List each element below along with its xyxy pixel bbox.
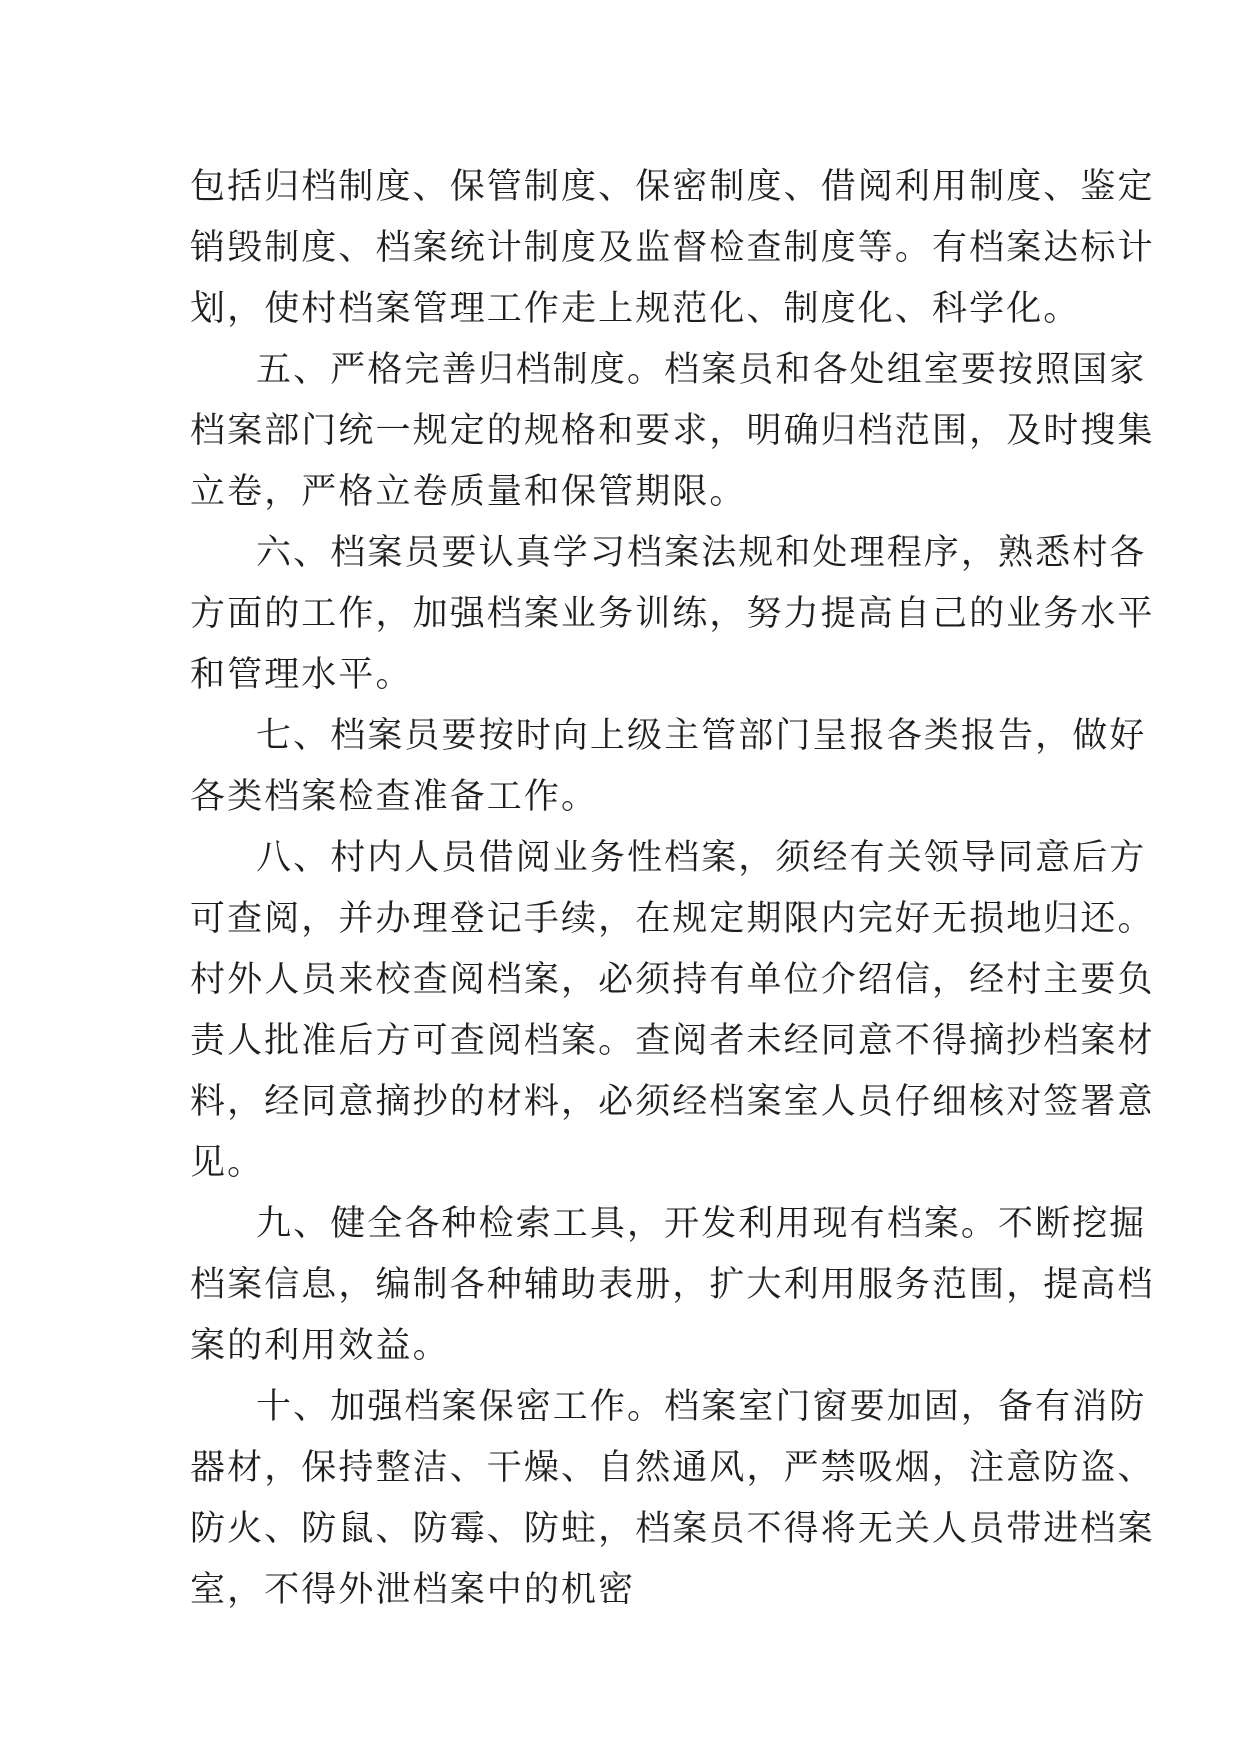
paragraph-2 (190, 340, 1155, 523)
text-line: 销毁制度、档案统计制度及监督检查制度等。有档案达标计 (190, 228, 1155, 268)
text-line: 防火、防鼠、防霉、防蛀，档案员不得将无关人员带进档案 (190, 1509, 1155, 1549)
text-line: 料，经同意摘抄的材料，必须经档案室人员仔细核对签署意 (190, 1082, 1155, 1122)
text-line: 器材，保持整洁、干燥、自然通风，严禁吸烟，注意防盗、 (190, 1448, 1155, 1488)
paragraph-5 (190, 828, 1155, 1194)
text-line: 八、村内人员借阅业务性档案，须经有关领导同意后方 (256, 838, 1147, 878)
text-line: 档案部门统一规定的规格和要求，明确归档范围，及时搜集 (190, 411, 1155, 451)
text-line: 室，不得外泄档案中的机密 (190, 1570, 636, 1610)
text-line: 包括归档制度、保管制度、保密制度、借阅利用制度、鉴定 (190, 167, 1155, 207)
text-line: 责人批准后方可查阅档案。查阅者未经同意不得摘抄档案材 (190, 1021, 1155, 1061)
text-line: 五、严格完善归档制度。档案员和各处组室要按照国家 (256, 350, 1147, 390)
paragraph-7 (190, 1377, 1155, 1621)
paragraph-1 (190, 157, 1155, 340)
text-line: 案的利用效益。 (190, 1326, 450, 1366)
paragraph-6 (190, 1194, 1155, 1377)
text-line: 七、档案员要按时向上级主管部门呈报各类报告，做好 (256, 716, 1147, 756)
text-line: 九、健全各种检索工具，开发利用现有档案。不断挖掘 (256, 1204, 1147, 1244)
text-line: 各类档案检查准备工作。 (190, 777, 599, 817)
text-line: 村外人员来校查阅档案，必须持有单位介绍信，经村主要负 (190, 960, 1155, 1000)
paragraph-3 (190, 523, 1155, 706)
text-line: 见。 (190, 1143, 265, 1183)
text-line: 和管理水平。 (190, 655, 413, 695)
paragraph-4 (190, 706, 1147, 828)
text-line: 可查阅，并办理登记手续，在规定期限内完好无损地归还。 (190, 899, 1155, 939)
text-line: 划，使村档案管理工作走上规范化、制度化、科学化。 (190, 289, 1081, 329)
text-line: 立卷，严格立卷质量和保管期限。 (190, 472, 747, 512)
text-line: 方面的工作，加强档案业务训练，努力提高自己的业务水平 (190, 594, 1155, 634)
text-line: 六、档案员要认真学习档案法规和处理程序，熟悉村各 (256, 533, 1147, 573)
text-line: 十、加强档案保密工作。档案室门窗要加固，备有消防 (256, 1387, 1147, 1427)
text-line: 档案信息，编制各种辅助表册，扩大利用服务范围，提高档 (190, 1265, 1155, 1305)
document-body (190, 157, 1155, 1621)
